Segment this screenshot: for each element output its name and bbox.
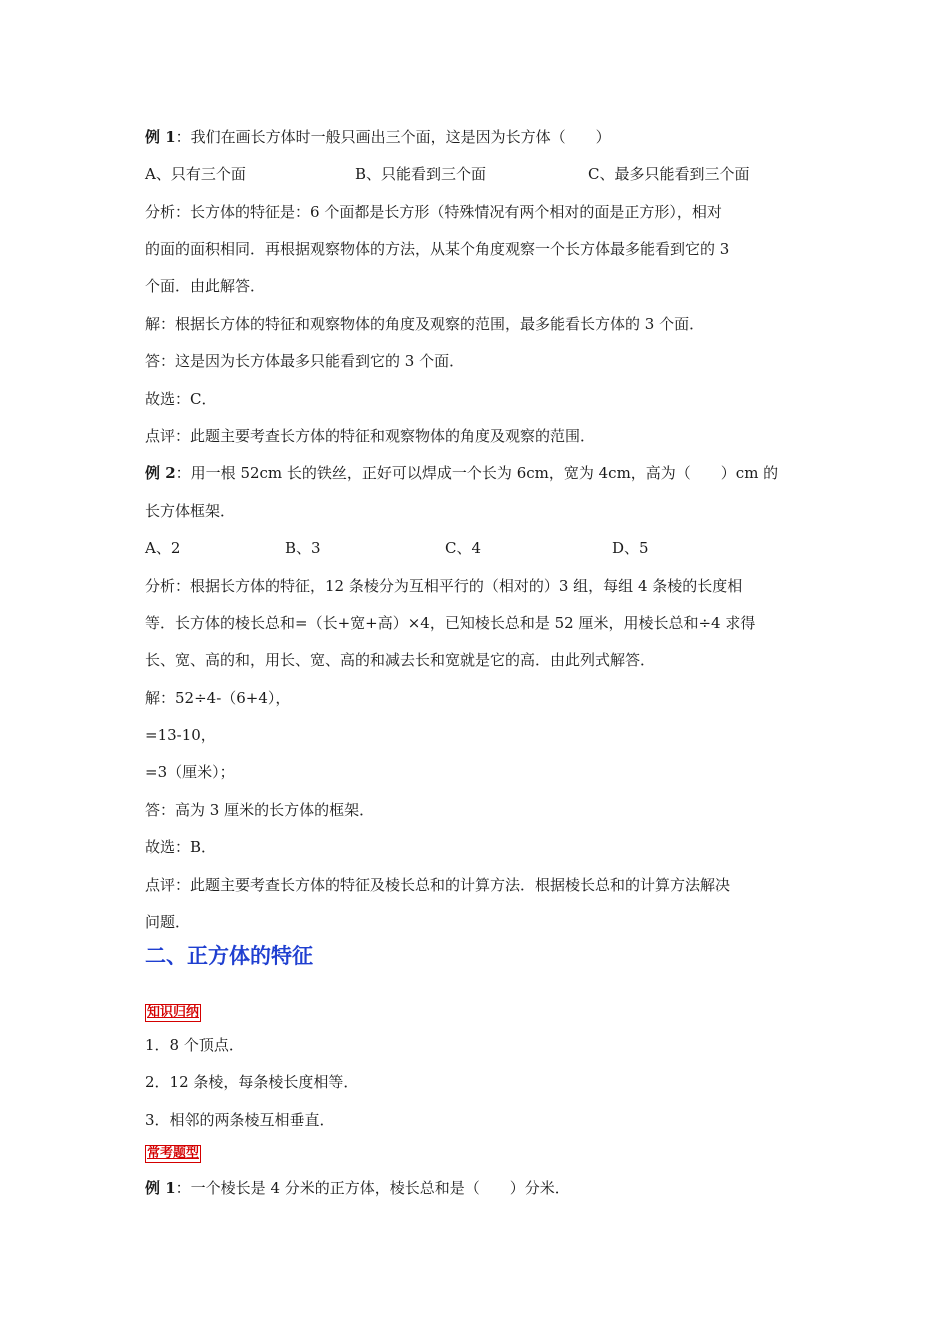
example-label: 例 1 bbox=[145, 128, 176, 146]
example1-comment: 点评：此题主要考查长方体的特征和观察物体的角度及观察的范围． bbox=[145, 427, 596, 445]
example1-choice: 故选：C． bbox=[145, 390, 217, 408]
example1-analysis-line: 个面．由此解答． bbox=[145, 277, 266, 295]
property-item: 2．12 条棱，每条棱长度相等． bbox=[145, 1073, 359, 1091]
question-text: ：用一根 52cm 长的铁丝，正好可以焊成一个长为 6cm，宽为 4cm，高为（ ）cm 的 bbox=[175, 464, 779, 482]
example2-solution-line: =3（厘米）； bbox=[145, 763, 235, 781]
option-b: B、只能看到三个面 bbox=[355, 165, 487, 183]
question-text: ：我们在画长方体时一般只画出三个面，这是因为长方体（ ） bbox=[175, 128, 611, 146]
example2-solution-line: 解：52÷4-（6+4）， bbox=[145, 689, 291, 707]
option-b: B、3 bbox=[285, 539, 321, 557]
example-label: 例 2 bbox=[145, 464, 176, 482]
example2-solution-line: =13-10， bbox=[145, 726, 216, 744]
option-c: C、4 bbox=[445, 539, 482, 557]
example1-answer: 答：这是因为长方体最多只能看到它的 3 个面． bbox=[145, 352, 465, 370]
example2-choice: 故选：B． bbox=[145, 838, 217, 856]
knowledge-summary-tag: 知识归纳 bbox=[147, 1005, 200, 1020]
question-text: ：一个棱长是 4 分米的正方体，棱长总和是（ ）分米． bbox=[175, 1179, 570, 1197]
example1-question bbox=[145, 127, 815, 147]
example1-analysis-line: 分析：长方体的特征是：6 个面都是长方形（特殊情况有两个相对的面是正方形），相对 bbox=[145, 203, 722, 221]
example1-analysis-line: 的面的面积相同．再根据观察物体的方法，从某个角度观察一个长方体最多能看到它的 3 bbox=[145, 240, 730, 258]
example-label: 例 1 bbox=[145, 1179, 176, 1197]
section-heading: 二、正方体的特征 bbox=[145, 944, 313, 968]
property-item: 3．相邻的两条棱互相垂直． bbox=[145, 1111, 335, 1129]
property-item: 1．8 个顶点． bbox=[145, 1036, 244, 1054]
example2-answer: 答：高为 3 厘米的长方体的框架． bbox=[145, 801, 375, 819]
example2-comment-line: 点评：此题主要考查长方体的特征及棱长总和的计算方法．根据棱长总和的计算方法解决 bbox=[145, 876, 731, 894]
example2-analysis-line: 长、宽、高的和，用长、宽、高的和减去长和宽就是它的高．由此列式解答． bbox=[145, 651, 656, 669]
section2-example1-question bbox=[145, 1178, 815, 1198]
common-question-tag: 常考题型 bbox=[147, 1146, 200, 1161]
example2-question-cont: 长方体框架． bbox=[145, 502, 236, 520]
option-a: A、2 bbox=[145, 539, 181, 557]
option-c: C、最多只能看到三个面 bbox=[588, 165, 750, 183]
example2-analysis-line: 分析：根据长方体的特征，12 条棱分为互相平行的（相对的）3 组，每组 4 条棱的长度相 bbox=[145, 577, 743, 595]
option-d: D、5 bbox=[612, 539, 649, 557]
example2-question bbox=[145, 463, 815, 483]
example2-comment-line: 问题． bbox=[145, 913, 191, 931]
option-a: A、只有三个面 bbox=[145, 165, 246, 183]
example2-analysis-line: 等．长方体的棱长总和=（长+宽+高）×4，已知棱长总和是 52 厘米，用棱长总和÷4 求得 bbox=[145, 614, 756, 632]
example1-solution: 解：根据长方体的特征和观察物体的角度及观察的范围，最多能看长方体的 3 个面． bbox=[145, 315, 705, 333]
